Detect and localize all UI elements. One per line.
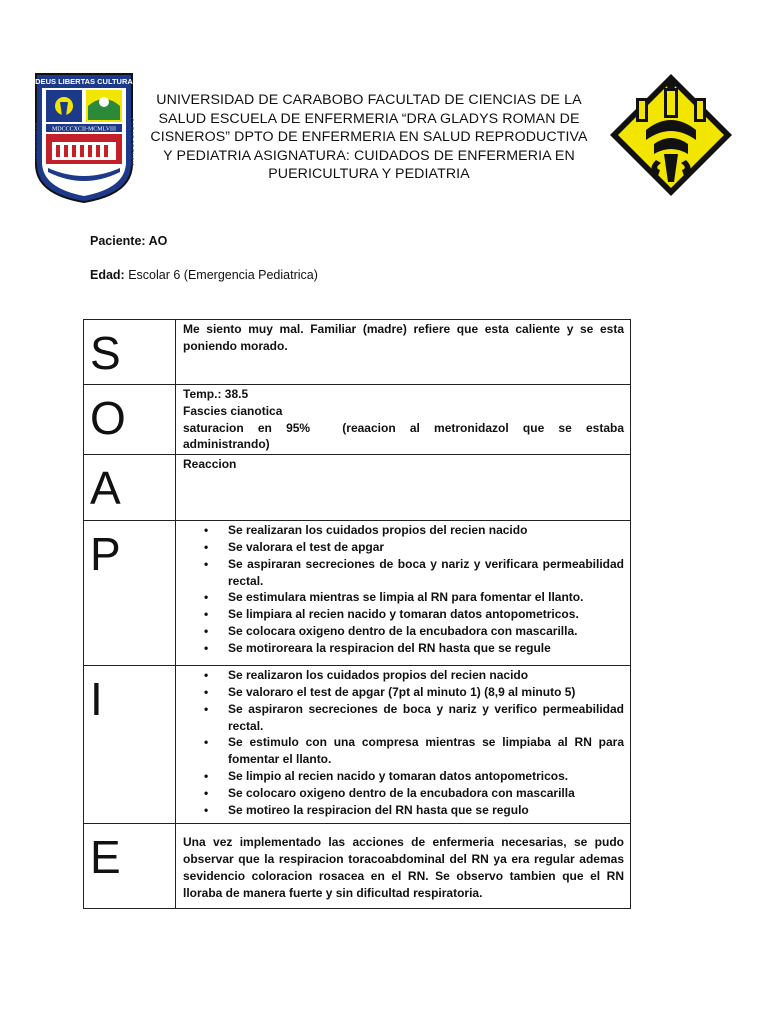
soap-row-o xyxy=(84,385,631,455)
patient-label: Paciente: xyxy=(90,234,146,248)
subjective-text: Me siento muy mal. Familiar (madre) refiere que esta caliente y se esta poniendo morado. xyxy=(183,322,624,353)
intervention-item: • Se realizaron los cuidados propios del recien nacido xyxy=(228,667,624,684)
intervention-item: • Se motireo la respiracion del RN hasta que se regulo xyxy=(228,802,624,819)
intervention-item: • Se valoraro el test de apgar (7pt al minuto 1) (8,9 al minuto 5) xyxy=(228,684,624,701)
soap-letter-p: P xyxy=(90,528,121,581)
intervention-content xyxy=(176,666,630,819)
universidad-carabobo-logo xyxy=(34,72,134,204)
objective-fascies: Fascies cianotica xyxy=(183,403,283,418)
patient-value: AO xyxy=(148,234,168,248)
document-header-title: UNIVERSIDAD DE CARABOBO FACULTAD DE CIENCIAS DE LA SALUD ESCUELA DE ENFERMERIA “DRA GLADYS ROMAN DE CISNEROS” DPTO DE ENFERMERIA EN SALUD REPRODUCTIVA Y PEDIATRIA ASIGNATURA: CUIDADOS DE ENFERMERIA EN PUERICULTURA Y PEDIATRIA xyxy=(150,92,588,182)
plan-item: • Se valorara el test de apgar xyxy=(228,539,624,556)
objective-temp: Temp.: 38.5 xyxy=(183,387,249,401)
intervention-item: • Se limpio al recien nacido y tomaran datos antopometricos. xyxy=(228,768,624,785)
soap-letter-s: S xyxy=(90,327,121,379)
intervention-item: • Se estimulo con una compresa mientras se limpiaba al RN para fomentar el llanto. xyxy=(228,734,624,768)
logo-motto: DEUS LIBERTAS CULTURA xyxy=(35,77,133,86)
objective-saturation-value: saturacion en 95% xyxy=(183,420,311,435)
soap-row-s xyxy=(84,320,631,385)
soap-letter-o: O xyxy=(90,392,126,444)
age-value: Escolar 6 (Emergencia Pediatrica) xyxy=(128,268,318,282)
plan-item: • Se colocara oxigeno dentro de la encubadora con mascarilla. xyxy=(228,623,624,640)
soap-row-a xyxy=(84,455,631,521)
soap-row-p xyxy=(84,521,631,666)
escuela-enfermeria-emblem xyxy=(606,70,736,200)
soap-letter-e: E xyxy=(90,831,121,884)
soap-table xyxy=(83,319,631,909)
soap-letter-i: I xyxy=(90,673,103,726)
logo-year: MDCCCXCII-MCMLVIII xyxy=(51,126,117,133)
soap-row-i xyxy=(84,666,631,824)
soap-row-e xyxy=(84,824,631,909)
plan-list xyxy=(183,522,624,656)
evaluation-text: Una vez implementado las acciones de enfermeria necesarias, se pudo observar que la respiracion toracoabdominal del RN ya era regular ademas sevidencio coloracion rosacea en el RN. Se observo tambien que el RN lloraba de manera fuerte y sin dificultad respiratoria. xyxy=(183,835,624,900)
patient-name-line xyxy=(90,234,167,248)
soap-letter-a: A xyxy=(90,462,121,515)
objective-content xyxy=(176,385,630,454)
age-label: Edad: xyxy=(90,268,125,282)
plan-item: • Se aspiraran secreciones de boca y nariz y verificara permeabilidad rectal. xyxy=(228,556,624,590)
plan-content xyxy=(176,521,630,657)
assessment-text: Reaccion xyxy=(183,457,237,472)
intervention-item: • Se colocaro oxigeno dentro de la encubadora con mascarilla xyxy=(228,785,624,802)
plan-item: • Se motiroreara la respiracion del RN hasta que se regule xyxy=(228,640,624,657)
intervention-item: • Se aspiraron secreciones de boca y nariz y verifico permeabilidad rectal. xyxy=(228,701,624,735)
plan-item: • Se realizaran los cuidados propios del recien nacido xyxy=(228,522,624,539)
plan-item: • Se limpiara al recien nacido y tomaran datos antopometricos. xyxy=(228,606,624,623)
intervention-list xyxy=(183,667,624,818)
patient-age-line xyxy=(90,268,318,282)
objective-saturation xyxy=(183,420,624,454)
logo-side-left: UNIVERSITAS xyxy=(36,122,42,162)
plan-item: • Se estimulara mientras se limpia al RN para fomentar el llanto. xyxy=(228,589,624,606)
logo-side-right: CARABOBENSIS xyxy=(127,117,133,167)
objective-reaction-note: (reaacion al metronidazol que se estaba administrando) xyxy=(183,420,624,452)
